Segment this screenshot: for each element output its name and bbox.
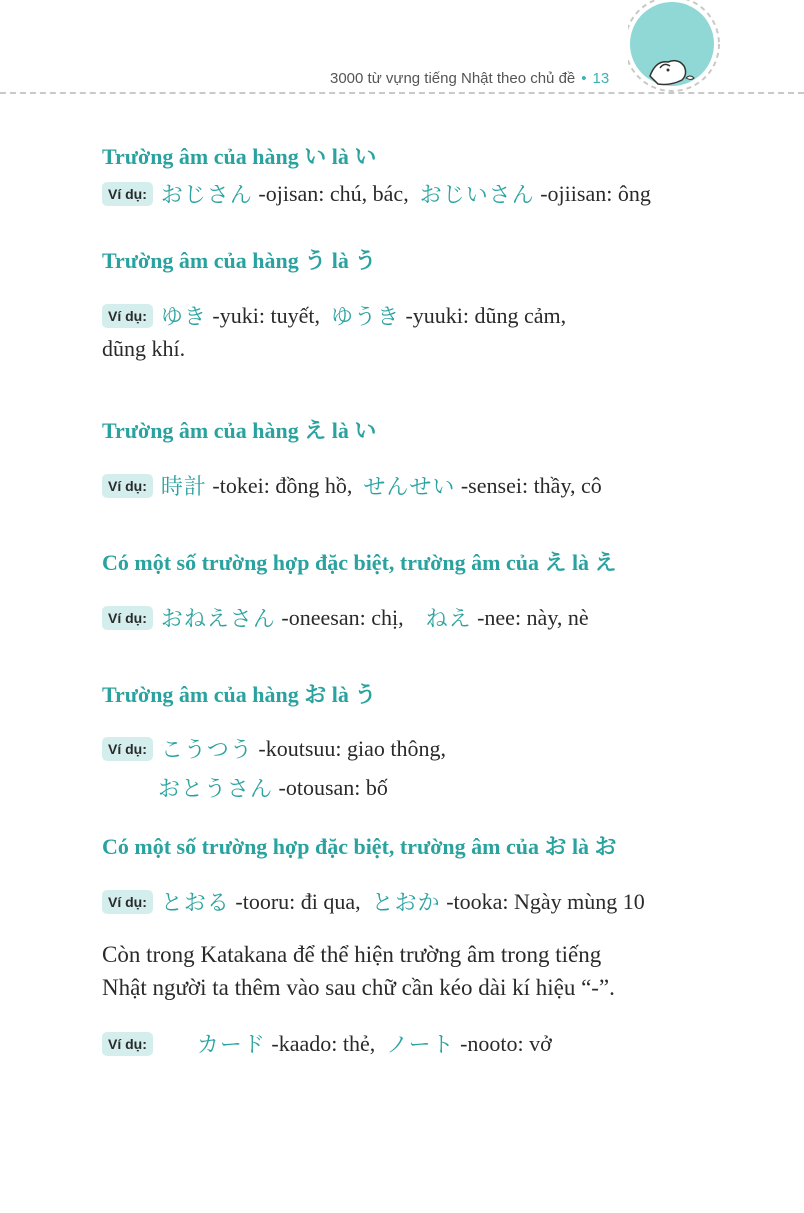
jp-word: カード (196, 1033, 266, 1058)
jp-word: こうつう (160, 738, 253, 763)
gloss: -yuki: tuyết, (212, 302, 320, 328)
jp-word: とおる (160, 891, 230, 916)
example-row-1 (102, 178, 651, 209)
mascot-icon (628, 0, 728, 96)
section-heading-2: Trường âm của hàng う là う (102, 248, 377, 273)
gloss: -oneesan: chị, (281, 604, 404, 630)
section-heading-6: Có một số trường hợp đặc biệt, trường âm của お là お (102, 834, 617, 859)
page-number: 13 (592, 70, 610, 87)
example-row-katakana (102, 1028, 552, 1059)
gloss: -tooru: đi qua, (235, 888, 361, 914)
example-row-5 (102, 733, 446, 764)
gloss: -kaado: thẻ, (271, 1030, 376, 1056)
book-title: 3000 từ vựng tiếng Nhật theo chủ đề (330, 70, 576, 87)
jp-word: とおか (371, 891, 441, 916)
jp-word: ゆき (160, 305, 207, 330)
gloss: -tooka: Ngày mùng 10 (446, 888, 645, 914)
jp-word: おとうさん (158, 777, 274, 802)
example-badge: Ví dụ: (102, 737, 153, 761)
jp-word: おじいさん (419, 183, 535, 208)
section-heading-3: Trường âm của hàng え là い (102, 418, 377, 443)
gloss: -tokei: đồng hồ, (212, 472, 353, 498)
example-badge: Ví dụ: (102, 1032, 153, 1056)
example-row-2 (102, 300, 566, 331)
example-badge: Ví dụ: (102, 182, 153, 206)
example-row-6 (102, 886, 645, 917)
bullet-icon: • (581, 70, 587, 87)
section-heading-1: Trường âm của hàng い là い (102, 144, 377, 169)
jp-word: おじさん (160, 183, 253, 208)
example-badge: Ví dụ: (102, 890, 153, 914)
jp-word: ねえ (425, 607, 472, 632)
example-row-4 (102, 602, 589, 633)
jp-word: おねえさん (160, 607, 276, 632)
katakana-paragraph-line1: Còn trong Katakana để thể hiện trường âm trong tiếng (102, 942, 602, 967)
section-heading-5: Trường âm của hàng お là う (102, 682, 377, 707)
example-badge: Ví dụ: (102, 606, 153, 630)
gloss: -koutsuu: giao thông, (258, 735, 447, 761)
gloss: -ojisan: chú, bác, (258, 180, 409, 206)
example-continuation: dũng khí. (102, 336, 186, 361)
gloss: -otousan: bố (278, 774, 388, 800)
gloss: -sensei: thầy, cô (460, 472, 602, 498)
jp-word: ノート (386, 1033, 455, 1058)
gloss: -ojiisan: ông (540, 180, 651, 206)
jp-word: 時計 (160, 475, 207, 500)
jp-word: せんせい (363, 475, 456, 500)
jp-word: ゆうき (330, 305, 400, 330)
gloss: -nooto: vở (460, 1030, 552, 1056)
example-row-3 (102, 470, 602, 501)
gloss: -nee: này, nè (477, 604, 589, 630)
example-row-5b (158, 772, 388, 803)
example-badge: Ví dụ: (102, 304, 153, 328)
section-heading-4: Có một số trường hợp đặc biệt, trường âm của え là え (102, 550, 617, 575)
running-header (330, 70, 609, 87)
gloss: -yuuki: dũng cảm, (405, 302, 567, 328)
example-badge: Ví dụ: (102, 474, 153, 498)
katakana-paragraph-line2: Nhật người ta thêm vào sau chữ cần kéo dài kí hiệu “-”. (102, 975, 615, 1000)
